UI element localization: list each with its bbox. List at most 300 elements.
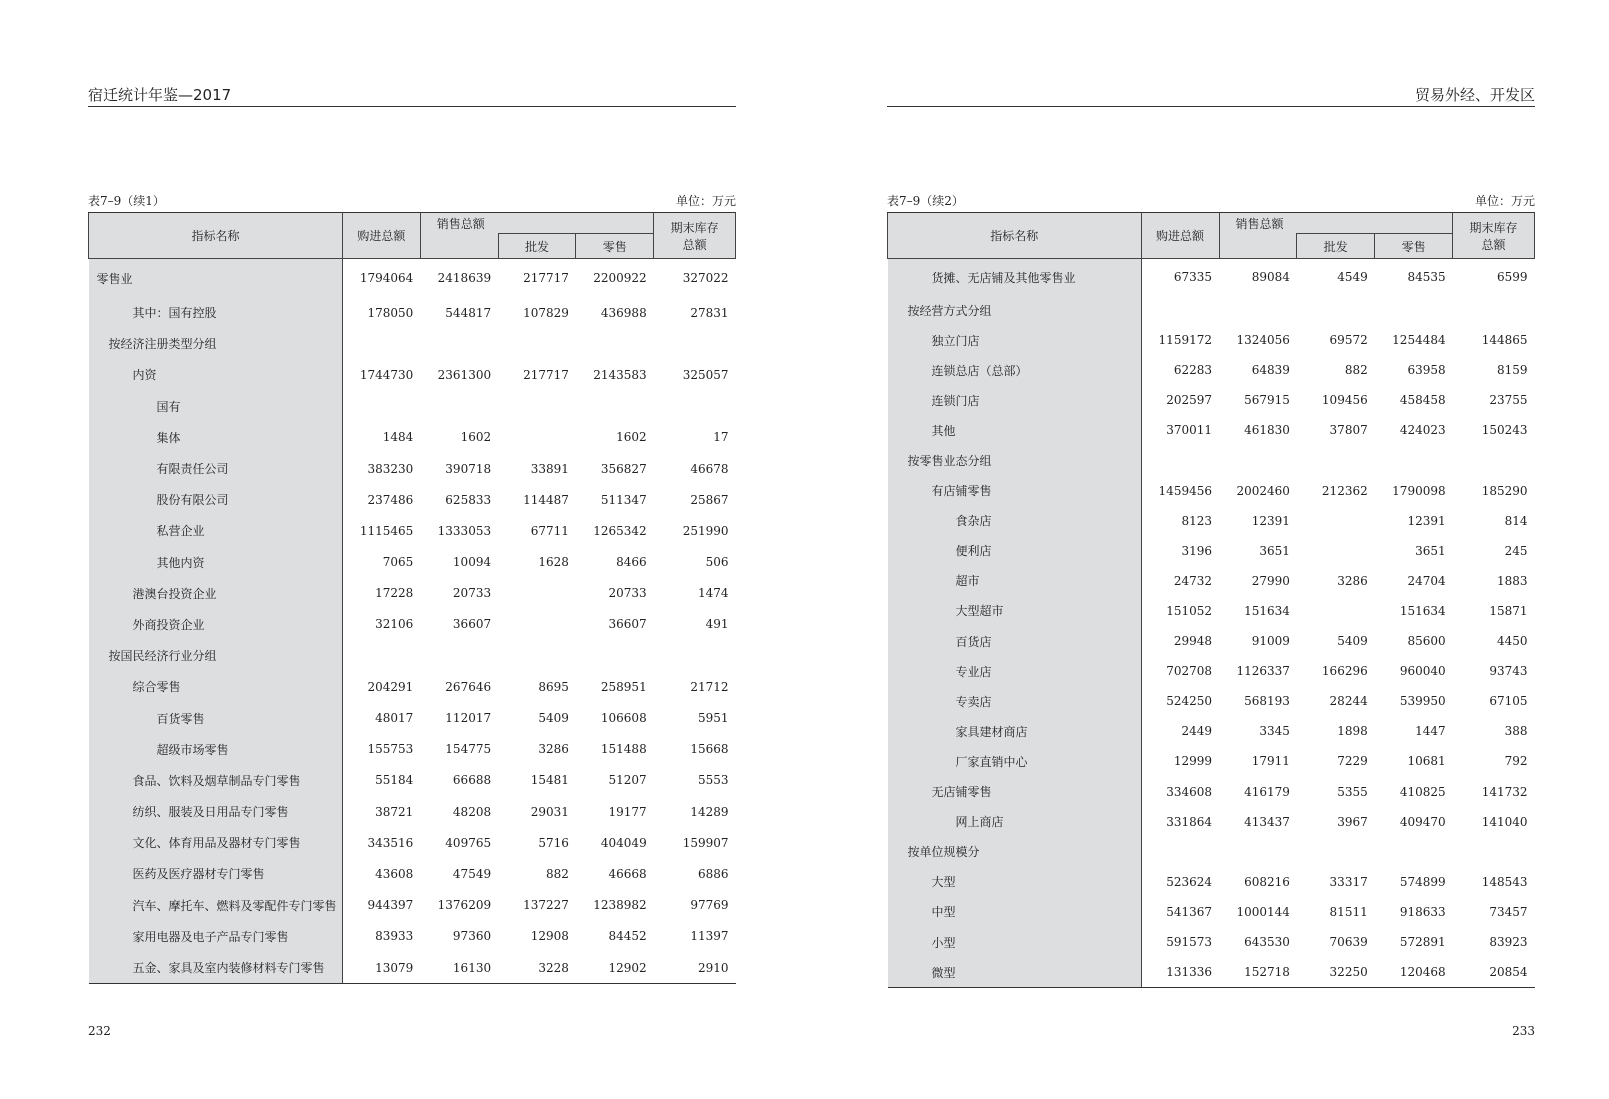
table-caption-right [887,193,1535,209]
row-name: 集体 [89,422,343,453]
cell-retail: 572891 [1399,935,1446,950]
table-row [89,952,736,984]
table-row [89,640,736,671]
cell-purchase: 1115465 [359,523,414,538]
row-name: 按经营方式分组 [888,295,1142,325]
cell-inventory: 148543 [1481,874,1528,889]
cell-retail [1375,837,1453,867]
cell-inventory [654,391,736,422]
row-name: 百货店 [888,626,1142,656]
cell-sales: 1376209 [437,898,492,913]
row-name: 综合零售 [89,671,343,702]
table-row [89,484,736,515]
cell-sales [420,640,498,671]
cell-retail: 2143583 [593,367,647,382]
cell-purchase: 32106 [375,617,414,632]
cell-sales [420,328,498,359]
cell-retail: 106608 [600,711,647,726]
cell-inventory: 67105 [1489,694,1528,709]
row-name: 私营企业 [89,515,343,546]
row-name: 其他 [888,415,1142,445]
cell-sales: 66688 [452,773,492,788]
cell-sales: 1333053 [437,523,492,538]
table-row [888,686,1535,716]
cell-retail: 539950 [1399,694,1446,709]
cell-inventory: 150243 [1481,423,1528,438]
table-row [888,259,1535,296]
cell-wholesale: 5355 [1337,784,1368,799]
cell-retail: 574899 [1399,874,1446,889]
cell-sales: 1324056 [1236,333,1290,348]
cell-sales: 3345 [1259,724,1290,739]
cell-inventory: 5553 [697,773,729,788]
cell-wholesale [1297,445,1375,475]
cell-wholesale: 33891 [530,461,569,476]
cell-retail: 46668 [608,866,647,881]
table-row [888,656,1535,686]
table-row [89,515,736,546]
cell-sales: 64839 [1251,363,1290,378]
row-name: 家具建材商店 [888,716,1142,746]
table-row [89,765,736,796]
cell-wholesale: 5409 [1337,634,1368,649]
cell-retail: 10681 [1407,754,1446,769]
cell-purchase: 944397 [367,898,414,913]
header-indicator-name: 指标名称 [888,213,1142,259]
table-caption-left [88,193,736,209]
cell-purchase: 2449 [1181,724,1212,739]
cell-purchase: 62283 [1173,363,1212,378]
row-name: 专业店 [888,656,1142,686]
cell-retail: 151488 [600,742,647,757]
cell-sales: 36607 [452,617,492,632]
cell-wholesale: 29031 [530,804,569,819]
row-name: 厂家直销中心 [888,746,1142,776]
row-name: 港澳台投资企业 [89,578,343,609]
table-row [888,837,1535,867]
cell-purchase: 155753 [367,742,414,757]
cell-purchase: 3196 [1181,543,1212,558]
cell-sales: 267646 [445,679,492,694]
table-row [89,578,736,609]
cell-sales: 413437 [1244,814,1290,829]
header-inventory-total [1453,213,1535,259]
row-name: 连锁门店 [888,385,1142,415]
cell-retail: 409470 [1399,814,1446,829]
row-name: 医药及医疗器材专门零售 [89,858,343,889]
cell-sales: 48208 [452,804,492,819]
cell-wholesale: 882 [545,866,569,881]
cell-retail: 63958 [1407,363,1446,378]
page-number-left: 232 [88,1024,111,1038]
cell-purchase [1141,445,1219,475]
row-name: 内资 [89,359,343,390]
cell-retail: 511347 [600,492,647,507]
row-name: 家用电器及电子产品专门零售 [89,921,343,952]
row-name: 国有 [89,391,343,422]
cell-retail: 3651 [1415,543,1446,558]
table-row [89,422,736,453]
table-row [888,746,1535,776]
cell-wholesale: 1898 [1337,724,1368,739]
cell-retail: 151634 [1399,603,1446,618]
row-name: 股份有限公司 [89,484,343,515]
row-name: 便利店 [888,536,1142,566]
cell-purchase: 523624 [1166,874,1212,889]
row-name: 食杂店 [888,506,1142,536]
cell-sales: 409765 [445,835,492,850]
cell-inventory: 17 [713,430,729,445]
cell-inventory: 14289 [690,804,729,819]
cell-purchase: 541367 [1166,904,1212,919]
cell-inventory: 144865 [1481,333,1528,348]
cell-inventory: 327022 [682,271,729,285]
cell-wholesale: 7229 [1337,754,1368,769]
cell-sales: 544817 [445,305,492,320]
cell-wholesale [498,640,576,671]
cell-sales: 1000144 [1236,904,1290,919]
cell-purchase: 591573 [1166,935,1212,950]
cell-purchase: 702708 [1166,664,1212,679]
table-title-left: 表7–9（续1） [88,194,165,208]
cell-purchase: 331864 [1166,814,1212,829]
header-purchase-total: 购进总额 [342,213,420,259]
table-row [888,867,1535,897]
table-row [888,415,1535,445]
cell-inventory: 814 [1504,513,1528,528]
cell-wholesale: 107829 [523,305,569,320]
cell-retail: 51207 [608,773,647,788]
cell-sales: 1602 [460,430,492,445]
table-row [888,957,1535,988]
table-row [89,671,736,702]
table-row [888,626,1535,656]
table-title-right: 表7–9（续2） [887,194,964,208]
cell-wholesale: 212362 [1321,483,1368,498]
header-inventory-line1: 期末库存 [1469,220,1518,235]
cell-purchase: 1744730 [359,367,414,382]
row-name: 其中：国有控股 [89,297,343,328]
row-name: 专卖店 [888,686,1142,716]
cell-inventory: 21712 [690,679,729,694]
cell-retail: 2200922 [593,271,647,285]
cell-retail: 1447 [1415,724,1446,739]
row-name: 文化、体育用品及器材专门零售 [89,827,343,858]
cell-sales: 112017 [445,711,492,726]
cell-inventory [1453,445,1535,475]
table-row [89,734,736,765]
cell-sales: 12391 [1251,513,1290,528]
cell-purchase [1141,295,1219,325]
cell-wholesale: 32250 [1297,957,1375,988]
table-row [888,897,1535,927]
table-row [888,807,1535,837]
cell-wholesale: 3286 [538,742,569,757]
table-unit-right: 单位：万元 [1474,194,1535,208]
cell-purchase: 48017 [375,711,414,726]
cell-sales: 390718 [445,461,492,476]
cell-inventory: 83923 [1489,935,1528,950]
page-number-right: 233 [1512,1024,1535,1038]
cell-inventory: 6599 [1496,270,1528,284]
stats-table-left [88,212,736,984]
cell-wholesale: 12908 [530,929,569,944]
cell-sales: 567915 [1244,393,1290,408]
cell-purchase: 370011 [1166,423,1212,438]
table-body-right [888,259,1535,988]
cell-sales: 151634 [1244,603,1290,618]
cell-sales: 97360 [452,929,492,944]
cell-inventory: 27831 [690,305,729,320]
cell-retail: 12902 [576,952,654,984]
cell-purchase: 1484 [382,430,414,445]
cell-sales: 89084 [1251,270,1290,284]
cell-purchase: 38721 [375,804,414,819]
cell-retail: 1602 [616,430,647,445]
cell-retail: 85600 [1407,634,1446,649]
cell-inventory: 97769 [690,898,729,913]
table-row [888,355,1535,385]
cell-wholesale: 3228 [498,952,576,984]
cell-inventory: 73457 [1489,904,1528,919]
cell-purchase: 1794064 [359,271,414,285]
cell-wholesale: 137227 [523,898,569,913]
cell-sales: 20733 [452,586,492,601]
cell-inventory: 11397 [690,929,729,944]
cell-wholesale: 15481 [530,773,569,788]
cell-retail: 19177 [608,804,647,819]
left-page [88,0,736,1099]
row-name: 其他内资 [89,547,343,578]
cell-wholesale [1297,295,1375,325]
table-row [89,858,736,889]
cell-inventory [654,640,736,671]
cell-inventory [1453,295,1535,325]
cell-sales: 2418639 [437,271,492,285]
cell-retail [1375,445,1453,475]
cell-wholesale: 69572 [1329,333,1368,348]
cell-wholesale: 4549 [1337,270,1368,284]
table-row [888,596,1535,626]
cell-inventory: 506 [705,555,729,570]
cell-sales: 461830 [1244,423,1290,438]
cell-retail: 84535 [1407,270,1446,284]
cell-purchase: 178050 [367,305,414,320]
table-row [89,890,736,921]
header-sales-total: 销售总额 [420,213,653,234]
cell-purchase: 1459456 [1158,483,1212,498]
cell-inventory: 159907 [682,835,729,850]
cell-retail: 12391 [1407,513,1446,528]
cell-inventory: 23755 [1489,393,1528,408]
table-row [89,547,736,578]
cell-purchase: 24732 [1173,573,1212,588]
cell-retail: 424023 [1399,423,1446,438]
cell-purchase: 67335 [1173,270,1212,284]
cell-retail [576,640,654,671]
table-row [888,476,1535,506]
cell-sales: 10094 [452,555,492,570]
cell-wholesale [1297,506,1375,536]
cell-sales: 568193 [1244,694,1290,709]
right-page [887,0,1535,1099]
row-name: 大型超市 [888,596,1142,626]
cell-sales: 3651 [1259,543,1290,558]
cell-inventory: 251990 [682,523,729,538]
cell-inventory: 141040 [1481,814,1528,829]
cell-wholesale: 67711 [530,523,569,538]
row-name: 零售业 [89,259,343,298]
cell-wholesale [1297,536,1375,566]
cell-retail: 84452 [608,929,647,944]
cell-sales: 152718 [1219,957,1297,988]
row-name: 汽车、摩托车、燃料及零配件专门零售 [89,890,343,921]
table-unit-left: 单位：万元 [675,194,736,208]
row-name: 超级市场零售 [89,734,343,765]
table-row [888,385,1535,415]
cell-purchase: 1159172 [1158,333,1212,348]
table-row [89,359,736,390]
header-inventory-line2: 总额 [682,237,707,252]
header-inventory-line2: 总额 [1481,237,1506,252]
cell-inventory: 388 [1504,724,1528,739]
header-sales-total: 销售总额 [1219,213,1453,234]
cell-wholesale [498,328,576,359]
cell-sales: 2361300 [437,367,492,382]
cell-wholesale: 114487 [523,492,569,507]
header-purchase-total: 购进总额 [1141,213,1219,259]
row-name: 有店铺零售 [888,476,1142,506]
cell-wholesale: 217717 [523,367,569,382]
table-row [888,566,1535,596]
cell-inventory: 93743 [1489,664,1528,679]
header-inventory-total [654,213,736,259]
cell-purchase: 334608 [1166,784,1212,799]
cell-purchase: 237486 [367,492,414,507]
cell-purchase: 343516 [367,835,414,850]
cell-retail: 36607 [608,617,647,632]
header-retail: 零售 [576,234,654,259]
table-row [89,609,736,640]
cell-inventory [654,328,736,359]
cell-retail [576,328,654,359]
header-inventory-line1: 期末库存 [670,220,719,235]
cell-sales: 17911 [1251,754,1290,769]
cell-inventory: 46678 [690,461,729,476]
cell-purchase: 524250 [1166,694,1212,709]
cell-purchase: 29948 [1173,634,1212,649]
cell-retail: 8466 [616,555,647,570]
cell-wholesale [498,422,576,453]
row-name: 百货零售 [89,702,343,733]
table-row [89,297,736,328]
cell-purchase: 204291 [367,679,414,694]
cell-purchase: 7065 [382,555,414,570]
cell-inventory: 4450 [1496,634,1528,649]
row-name: 网上商店 [888,807,1142,837]
cell-inventory: 2910 [654,952,736,984]
cell-wholesale: 5716 [538,835,569,850]
cell-retail: 1254484 [1392,333,1446,348]
cell-wholesale: 8695 [538,679,569,694]
cell-inventory: 15871 [1489,603,1528,618]
cell-sales [1219,295,1297,325]
row-name: 小型 [888,927,1142,957]
cell-inventory: 25867 [690,492,729,507]
row-name: 大型 [888,867,1142,897]
row-name: 按单位规模分 [888,837,1142,867]
header-indicator-name: 指标名称 [89,213,343,259]
row-name: 食品、饮料及烟草制品专门零售 [89,765,343,796]
table-row [888,927,1535,957]
cell-inventory: 20854 [1453,957,1535,988]
cell-wholesale: 217717 [523,271,569,285]
cell-sales: 416179 [1244,784,1290,799]
cell-wholesale: 5409 [538,711,569,726]
cell-wholesale: 882 [1344,363,1368,378]
cell-wholesale [498,609,576,640]
cell-sales: 625833 [445,492,492,507]
cell-purchase: 17228 [375,586,414,601]
cell-purchase: 55184 [375,773,414,788]
cell-wholesale [498,578,576,609]
cell-purchase: 12999 [1173,754,1212,769]
cell-inventory: 141732 [1481,784,1528,799]
cell-inventory: 15668 [690,742,729,757]
cell-sales: 27990 [1251,573,1290,588]
row-name: 按国民经济行业分组 [89,640,343,671]
table-row [89,328,736,359]
cell-wholesale: 1628 [538,555,569,570]
table-row [888,506,1535,536]
cell-wholesale: 3967 [1337,814,1368,829]
running-head-left: 宿迁统计年鉴—2017 [88,84,736,107]
table-row [888,295,1535,325]
table-row [888,325,1535,355]
cell-sales: 91009 [1251,634,1290,649]
cell-retail: 410825 [1399,784,1446,799]
row-name: 外商投资企业 [89,609,343,640]
cell-purchase: 131336 [1141,957,1219,988]
cell-retail: 458458 [1399,393,1446,408]
cell-wholesale: 109456 [1321,393,1368,408]
table-row [888,716,1535,746]
cell-wholesale: 166296 [1321,664,1368,679]
row-name: 按零售业态分组 [888,445,1142,475]
cell-sales: 2002460 [1236,483,1290,498]
running-head-right: 贸易外经、开发区 [887,84,1535,107]
cell-inventory: 792 [1504,754,1528,769]
cell-inventory: 1883 [1496,573,1528,588]
row-name: 五金、家具及室内装修材料专门零售 [89,952,343,984]
stats-table-right [887,212,1535,988]
cell-wholesale: 37807 [1329,423,1368,438]
cell-sales [1219,837,1297,867]
cell-retail: 24704 [1407,573,1446,588]
cell-purchase [1141,837,1219,867]
cell-inventory: 185290 [1481,483,1528,498]
cell-retail: 120468 [1375,957,1453,988]
row-name: 货摊、无店铺及其他零售业 [888,259,1142,296]
cell-inventory: 8159 [1496,363,1528,378]
cell-sales: 1126337 [1236,664,1290,679]
cell-purchase: 43608 [375,866,414,881]
cell-retail: 918633 [1399,904,1446,919]
header-wholesale: 批发 [1297,234,1375,259]
table-row [89,702,736,733]
table-body-left [89,259,736,984]
cell-inventory: 6886 [697,866,729,881]
